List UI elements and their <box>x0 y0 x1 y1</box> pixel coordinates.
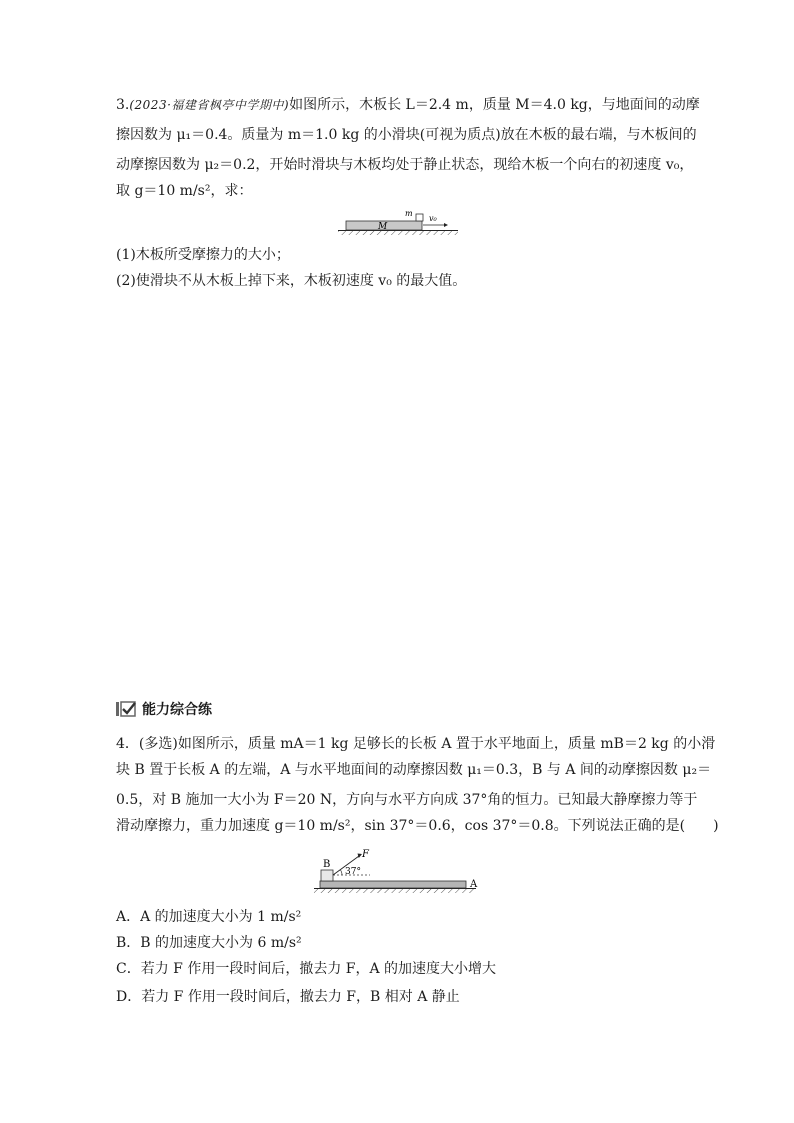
q4-option-d: D．若力 F 作用一段时间后，撤去力 F，B 相对 A 静止 <box>116 989 460 1005</box>
q3-sub-question-1: (1)木板所受摩擦力的大小； <box>116 247 290 263</box>
section-title: 能力综合练 <box>142 702 212 718</box>
q3-text-1: 如图所示，木板长 L＝2.4 m，质量 M＝4.0 kg，与地面间的动摩 <box>289 97 700 113</box>
q4-option-a: A．A 的加速度大小为 1 m/s² <box>116 909 302 925</box>
q3-source: (2023·福建省枫亭中学期中) <box>129 98 290 112</box>
q4-angle-arc <box>340 870 342 875</box>
checklist-icon <box>116 701 136 717</box>
q4-force-label: F <box>362 849 369 860</box>
q3-velocity-label: v₀ <box>429 214 437 223</box>
q4-line-4: 滑动摩擦力，重力加速度 g＝10 m/s²，sin 37°＝0.6，cos 37°＝0.8。下列说法正确的是( ) <box>116 818 719 834</box>
q4-board-a <box>320 881 466 888</box>
q4-angle-label: 37° <box>345 867 361 877</box>
q3-line-4: 取 g＝10 m/s²，求： <box>116 183 253 199</box>
q3-line-1 <box>116 92 700 118</box>
q3-number: 3. <box>116 97 130 113</box>
q3-ground-hatch <box>338 231 458 235</box>
q4-ground-hatch <box>314 889 476 893</box>
q3-block-label: m <box>405 209 413 218</box>
q3-sub-question-2: (2)使滑块不从木板上掉下来，木板初速度 v₀ 的最大值。 <box>116 273 467 289</box>
q4-line-3: 0.5，对 B 施加一大小为 F＝20 N，方向与水平方向成 37°角的恒力。已知最大静摩擦力等于 <box>116 792 698 808</box>
q3-board-label: M <box>378 222 388 232</box>
q3-figure <box>336 205 460 237</box>
q4-line-1: 4．(多选)如图所示，质量 mA＝1 kg 足够长的长板 A 置于水平地面上，质量 mB＝2 kg 的小滑 <box>116 736 716 752</box>
q4-option-b: B．B 的加速度大小为 6 m/s² <box>116 935 302 951</box>
q4-option-c: C．若力 F 作用一段时间后，撤去力 F，A 的加速度大小增大 <box>116 961 497 977</box>
q3-line-2: 擦因数为 μ₁＝0.4。质量为 m＝1.0 kg 的小滑块(可视为质点)放在木板的最右端，与木板间的 <box>116 127 697 143</box>
q4-board-label: A <box>470 879 478 890</box>
q4-figure <box>312 845 488 897</box>
q3-velocity-arrowhead <box>444 223 448 227</box>
q4-block-label: B <box>323 859 331 870</box>
q3-line-3: 动摩擦因数为 μ₂＝0.2，开始时滑块与木板均处于静止状态，现给木板一个向右的初速度 v₀， <box>116 157 694 173</box>
q3-block <box>416 214 423 221</box>
q4-line-2: 块 B 置于长板 A 的左端，A 与水平地面间的动摩擦因数 μ₁＝0.3，B 与 A 间的动摩擦因数 μ₂＝ <box>116 762 712 778</box>
section-header <box>116 698 212 720</box>
q4-block-b <box>321 870 333 881</box>
